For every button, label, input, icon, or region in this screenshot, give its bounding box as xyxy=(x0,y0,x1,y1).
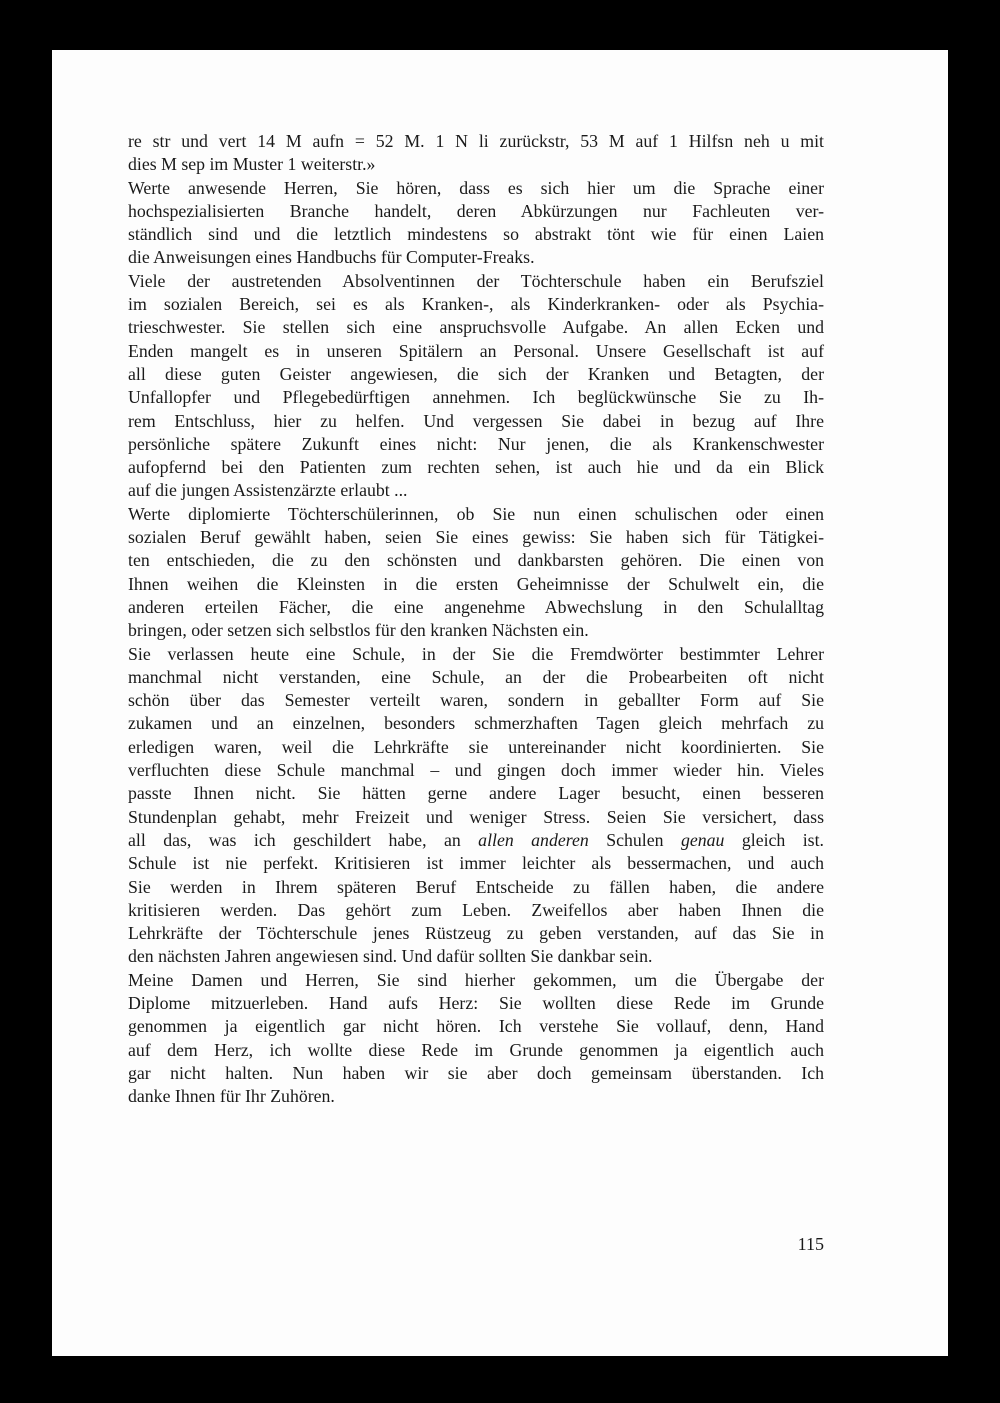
text-line: genommen ja eigentlich gar nicht hören. Ich verstehe Sie vollauf, denn, Hand xyxy=(128,1016,824,1037)
text-fragment: gleich ist. xyxy=(724,829,824,850)
text-line: Ihnen weihen die Kleinsten in die ersten Geheimnisse der Schulwelt ein, die xyxy=(128,573,824,594)
text-line: all diese guten Geister angewiesen, die sich der Kranken und Betagten, der xyxy=(128,363,824,384)
text-fragment: Schulen xyxy=(588,829,681,850)
text-line: aufopfernd bei den Patienten zum rechten sehen, ist auch hie und da ein Blick xyxy=(128,457,824,478)
text-line: sozialen Beruf gewählt haben, seien Sie eines gewiss: Sie haben sich für Tätigkei- xyxy=(128,527,824,548)
text-line: verfluchten diese Schule manchmal – und gingen doch immer wieder hin. Vieles xyxy=(128,760,824,781)
text-line: erledigen waren, weil die Lehrkräfte sie untereinander nicht koordinierten. Sie xyxy=(128,736,824,757)
text-line: persönliche spätere Zukunft eines nicht: Nur jenen, die als Krankenschwester xyxy=(128,433,824,454)
text-line: gar nicht halten. Nun haben wir sie aber doch gemeinsam überstanden. Ich xyxy=(128,1062,824,1083)
text-line: rem Entschluss, hier zu helfen. Und vergessen Sie dabei in bezug auf Ihre xyxy=(128,410,824,431)
text-line: Schule ist nie perfekt. Kritisieren ist immer leichter als bessermachen, und auch xyxy=(128,853,824,874)
body-text xyxy=(128,130,824,1108)
text-line: Viele der austretenden Absolventinnen der Töchterschule haben ein Berufsziel xyxy=(128,270,824,291)
text-line: Meine Damen und Herren, Sie sind hierher gekommen, um die Übergabe der xyxy=(128,969,824,990)
text-line: zukamen und an einzelnen, besonders schmerzhaften Tagen gleich mehrfach zu xyxy=(128,713,824,734)
text-line: passte Ihnen nicht. Sie hätten gerne andere Lager besucht, einen besseren xyxy=(128,783,824,804)
emphasis-all-others: allen anderen xyxy=(478,829,589,850)
page-number: 115 xyxy=(797,1234,824,1254)
text-line: manchmal nicht verstanden, eine Schule, an der die Probearbeiten oft nicht xyxy=(128,666,824,687)
paragraph-closing xyxy=(128,969,824,1109)
text-line: Enden mangelt es in unseren Spitälern an Personal. Unsere Gesellschaft ist auf xyxy=(128,340,824,361)
text-line: schön über das Semester verteilt waren, sondern in geballter Form auf Sie xyxy=(128,690,824,711)
text-line: auf dem Herz, ich wollte diese Rede im Grunde genommen ja eigentlich auch xyxy=(128,1039,824,1060)
paragraph-knitting-instructions-end xyxy=(128,130,824,177)
text-line: Unfallopfer und Pflegebedürftigen annehmen. Ich beglückwünsche Sie zu Ih- xyxy=(128,387,824,408)
text-line: Stundenplan gehabt, mehr Freizeit und weniger Stress. Seien Sie versichert, dass xyxy=(128,806,824,827)
text-line: ständlich sind und die letztlich mindestens so abstrakt tönt wie für einen Laien xyxy=(128,224,824,245)
text-line: Sie werden in Ihrem späteren Beruf Entscheide zu fällen haben, die andere xyxy=(128,876,824,897)
paragraph-address-gentlemen xyxy=(128,177,824,270)
text-line: danke Ihnen für Ihr Zuhören. xyxy=(128,1086,335,1107)
text-line: den nächsten Jahren angewiesen sind. Und dafür sollten Sie dankbar sein. xyxy=(128,946,653,967)
text-line: Werte diplomierte Töchterschülerinnen, ob Sie nun einen schulischen oder einen xyxy=(128,503,824,524)
text-line: Lehrkräfte der Töchterschule jenes Rüstzeug zu geben verstanden, auf das Sie in xyxy=(128,923,824,944)
text-line: kritisieren werden. Das gehört zum Leben. Zweifellos aber haben Ihnen die xyxy=(128,899,824,920)
text-line: die Anweisungen eines Handbuchs für Computer-Freaks. xyxy=(128,247,535,268)
text-line: dies M sep im Muster 1 weiterstr.» xyxy=(128,154,376,175)
text-line: Werte anwesende Herren, Sie hören, dass es sich hier um die Sprache einer xyxy=(128,177,824,198)
text-line-with-emphasis xyxy=(128,829,824,852)
text-line: re str und vert 14 M aufn = 52 M. 1 N li zurückstr, 53 M auf 1 Hilfsn neh u mit xyxy=(128,131,824,151)
text-line: trieschwester. Sie stellen sich eine anspruchsvolle Aufgabe. An allen Ecken und xyxy=(128,317,824,338)
text-line: anderen erteilen Fächer, die eine angenehme Abwechslung in den Schulalltag xyxy=(128,596,824,617)
paragraph-leaving-school xyxy=(128,643,824,969)
text-line: im sozialen Bereich, sei es als Kranken-, als Kinderkranken- oder als Psychia- xyxy=(128,294,824,315)
text-line: ten entschieden, die zu den schönsten und dankbarsten gehören. Die einen von xyxy=(128,550,824,571)
text-line: bringen, oder setzen sich selbstlos für den kranken Nächsten ein. xyxy=(128,620,589,641)
text-line: Sie verlassen heute eine Schule, in der Sie die Fremdwörter bestimmter Lehrer xyxy=(128,643,824,664)
text-line: Diplome mitzuerleben. Hand aufs Herz: Sie wollten diese Rede im Grunde xyxy=(128,992,824,1013)
text-line: auf die jungen Assistenzärzte erlaubt ... xyxy=(128,480,408,501)
text-line: hochspezialisierten Branche handelt, deren Abkürzungen nur Fachleuten ver- xyxy=(128,200,824,221)
paragraph-graduates xyxy=(128,503,824,643)
text-fragment: all das, was ich geschildert habe, an xyxy=(128,829,479,850)
book-page xyxy=(52,50,948,1356)
paragraph-social-careers xyxy=(128,270,824,503)
emphasis-exactly: genau xyxy=(680,829,725,850)
